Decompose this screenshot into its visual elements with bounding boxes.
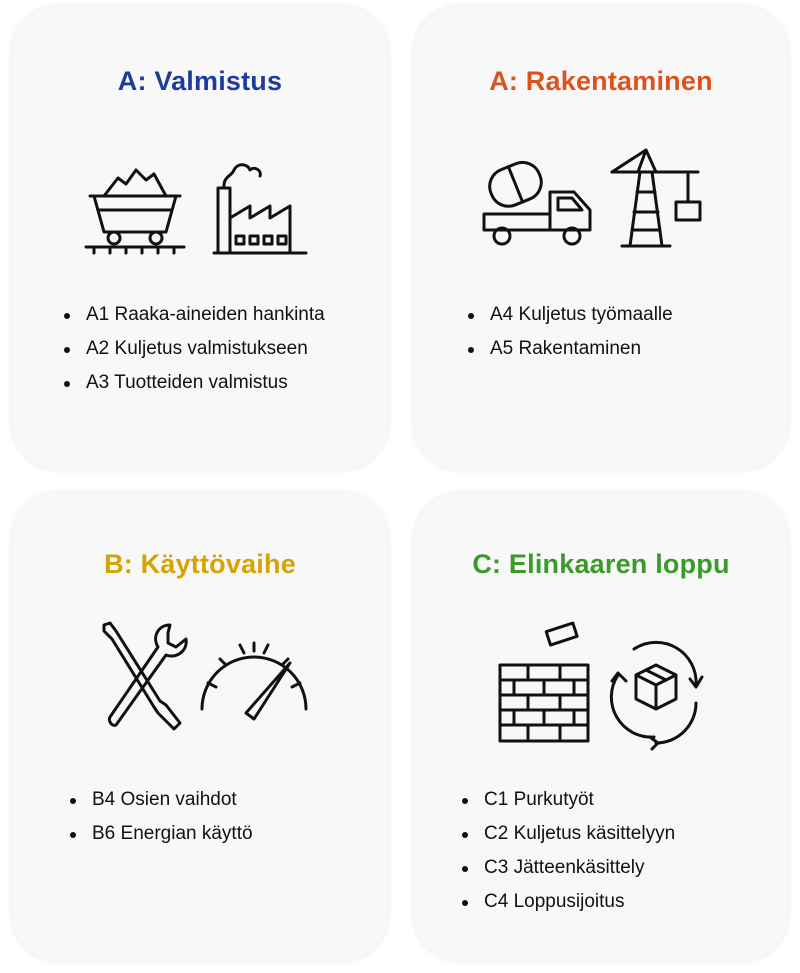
factory-icon: [210, 158, 310, 258]
list-item: A4 Kuljetus työmaalle: [468, 298, 673, 332]
list-item: C1 Purkutyöt: [462, 783, 675, 817]
card-title: A: Rakentaminen: [489, 66, 713, 96]
brick-wall-icon: [492, 621, 602, 745]
list-item: C3 Jätteenkäsittely: [462, 851, 675, 885]
card-elinkaaren-loppu: [414, 493, 788, 961]
step-list: [64, 298, 325, 400]
card-title: B: Käyttövaihe: [104, 549, 296, 579]
cement-mixer-truck-icon: [480, 152, 596, 252]
crane-icon: [606, 142, 706, 252]
card-title: A: Valmistus: [117, 66, 283, 96]
icon-row: [414, 621, 788, 751]
list-item: C2 Kuljetus käsittelyyn: [462, 817, 675, 851]
mine-cart-icon: [80, 158, 190, 258]
step-list: [468, 298, 673, 366]
wrench-screwdriver-icon: [100, 621, 190, 731]
icon-row: [12, 617, 388, 737]
card-kayttovaihe: [12, 493, 388, 961]
list-item: B4 Osien vaihdot: [70, 783, 253, 817]
list-item: B6 Energian käyttö: [70, 817, 253, 851]
recycle-box-icon: [606, 627, 706, 751]
list-item: A3 Tuotteiden valmistus: [64, 366, 325, 400]
card-title: C: Elinkaaren loppu: [472, 549, 730, 579]
step-list: [70, 783, 253, 851]
card-valmistus: [12, 6, 388, 470]
list-item: A2 Kuljetus valmistukseen: [64, 332, 325, 366]
icon-row: [414, 142, 788, 262]
list-item: A1 Raaka-aineiden hankinta: [64, 298, 325, 332]
step-list: [462, 783, 675, 919]
speedometer-icon: [194, 621, 314, 731]
icon-row: [12, 156, 388, 266]
list-item: C4 Loppusijoitus: [462, 885, 675, 919]
card-rakentaminen: [414, 6, 788, 470]
list-item: A5 Rakentaminen: [468, 332, 673, 366]
